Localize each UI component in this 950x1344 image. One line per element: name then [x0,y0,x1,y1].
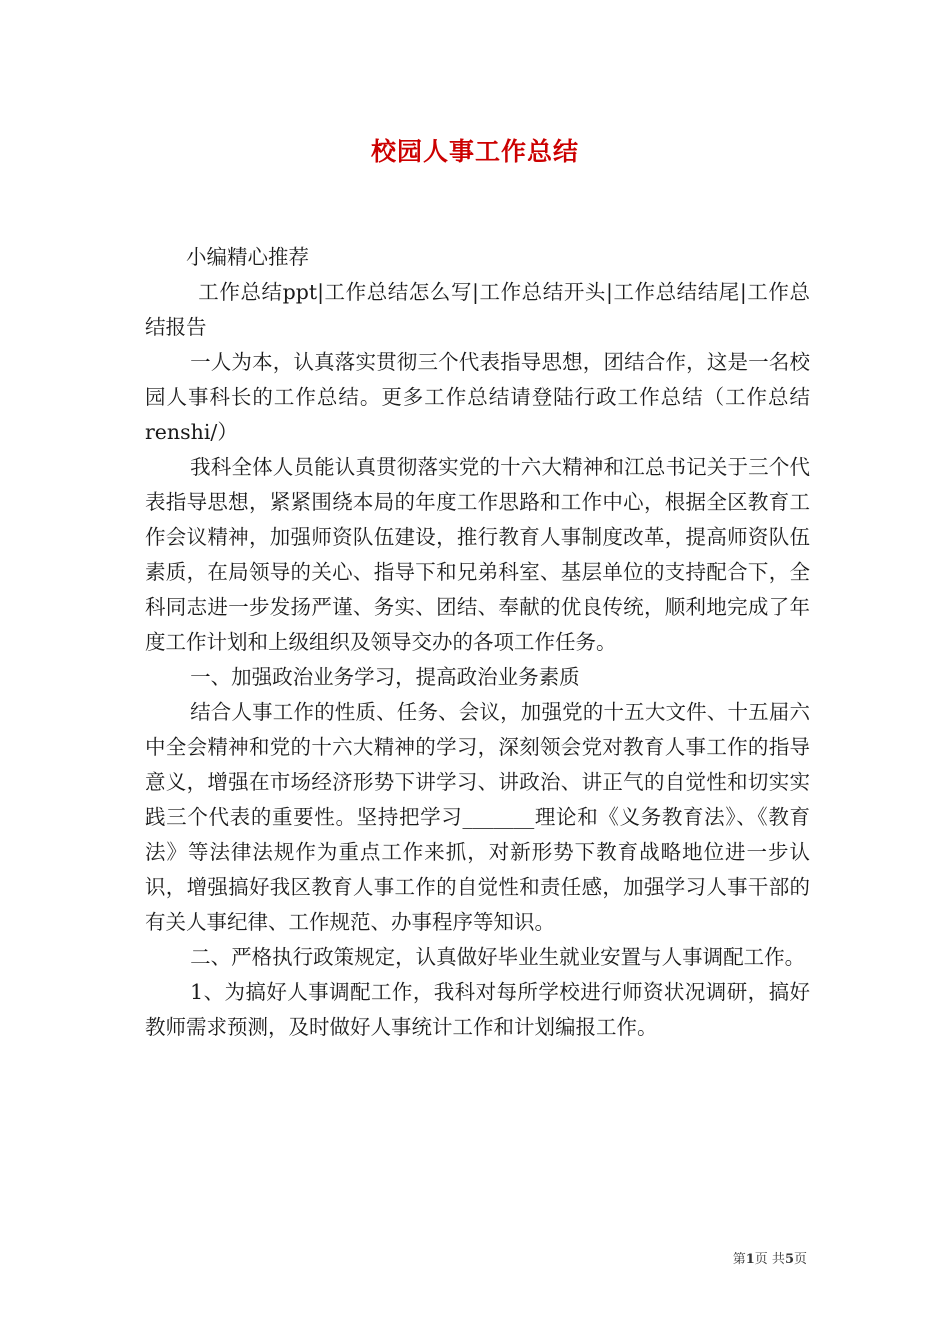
section-heading-1: 一、加强政治业务学习，提高政治业务素质 [190,665,580,689]
paragraph-summary: 我科全体人员能认真贯彻落实党的十六大精神和江总书记关于三个代表指导思想，紧紧围绕本局的年度工作思路和工作中心，根据全区教育工作会议精神，加强师资队伍建设，推行教育人事制度改革，提高师资队伍素质，在局领导的关心、指导下和兄弟科室、基层单位的支持配合下，全科同志进一步发扬严谨、务实、团结、奉献的优良传统，顺利地完成了年度工作计划和上级组织及领导交办的各项工作任务。 [145,455,810,654]
related-links[interactable]: 工作总结ppt|工作总结怎么写|工作总结开头|工作总结结尾|工作总结报告 [145,280,810,339]
page-suffix: 页 [793,1252,807,1267]
paragraph-item-1: 1、为搞好人事调配工作，我科对每所学校进行师资状况调研，搞好教师需求预测，及时做好人事统计工作和计划编报工作。 [145,980,810,1039]
total-pages: 5 [784,1252,794,1267]
page-middle: 页 共 [754,1252,785,1267]
paragraph-intro: 一人为本，认真落实贯彻三个代表指导思想，团结合作，这是一名校园人事科长的工作总结。更多工作总结请登陆行政工作总结（工作总结renshi/） [145,350,810,444]
page-prefix: 第 [732,1252,746,1267]
recommend-label: 小编精心推荐 [186,245,309,269]
current-page: 1 [745,1252,755,1267]
page-number [733,1248,807,1267]
section-heading-2: 二、严格执行政策规定，认真做好毕业生就业安置与人事调配工作。 [190,945,806,969]
document-title: 校园人事工作总结 [370,137,579,166]
paragraph-study: 结合人事工作的性质、任务、会议，加强党的十五大文件、十五届六中全会精神和党的十六大精神的学习，深刻领会党对教育人事工作的指导意义，增强在市场经济形势下讲学习、讲政治、讲正气的自觉性和切实实践三个代表的重要性。坚持把学习_______理论和《义务教育法》、《教育法》等法律法规作为重点工作来抓，对新形势下教育战略地位进一步认识，增强搞好我区教育人事工作的自觉性和责任感，加强学习人事干部的有关人事纪律、工作规范、办事程序等知识。 [145,700,810,934]
document-body [145,240,810,1045]
